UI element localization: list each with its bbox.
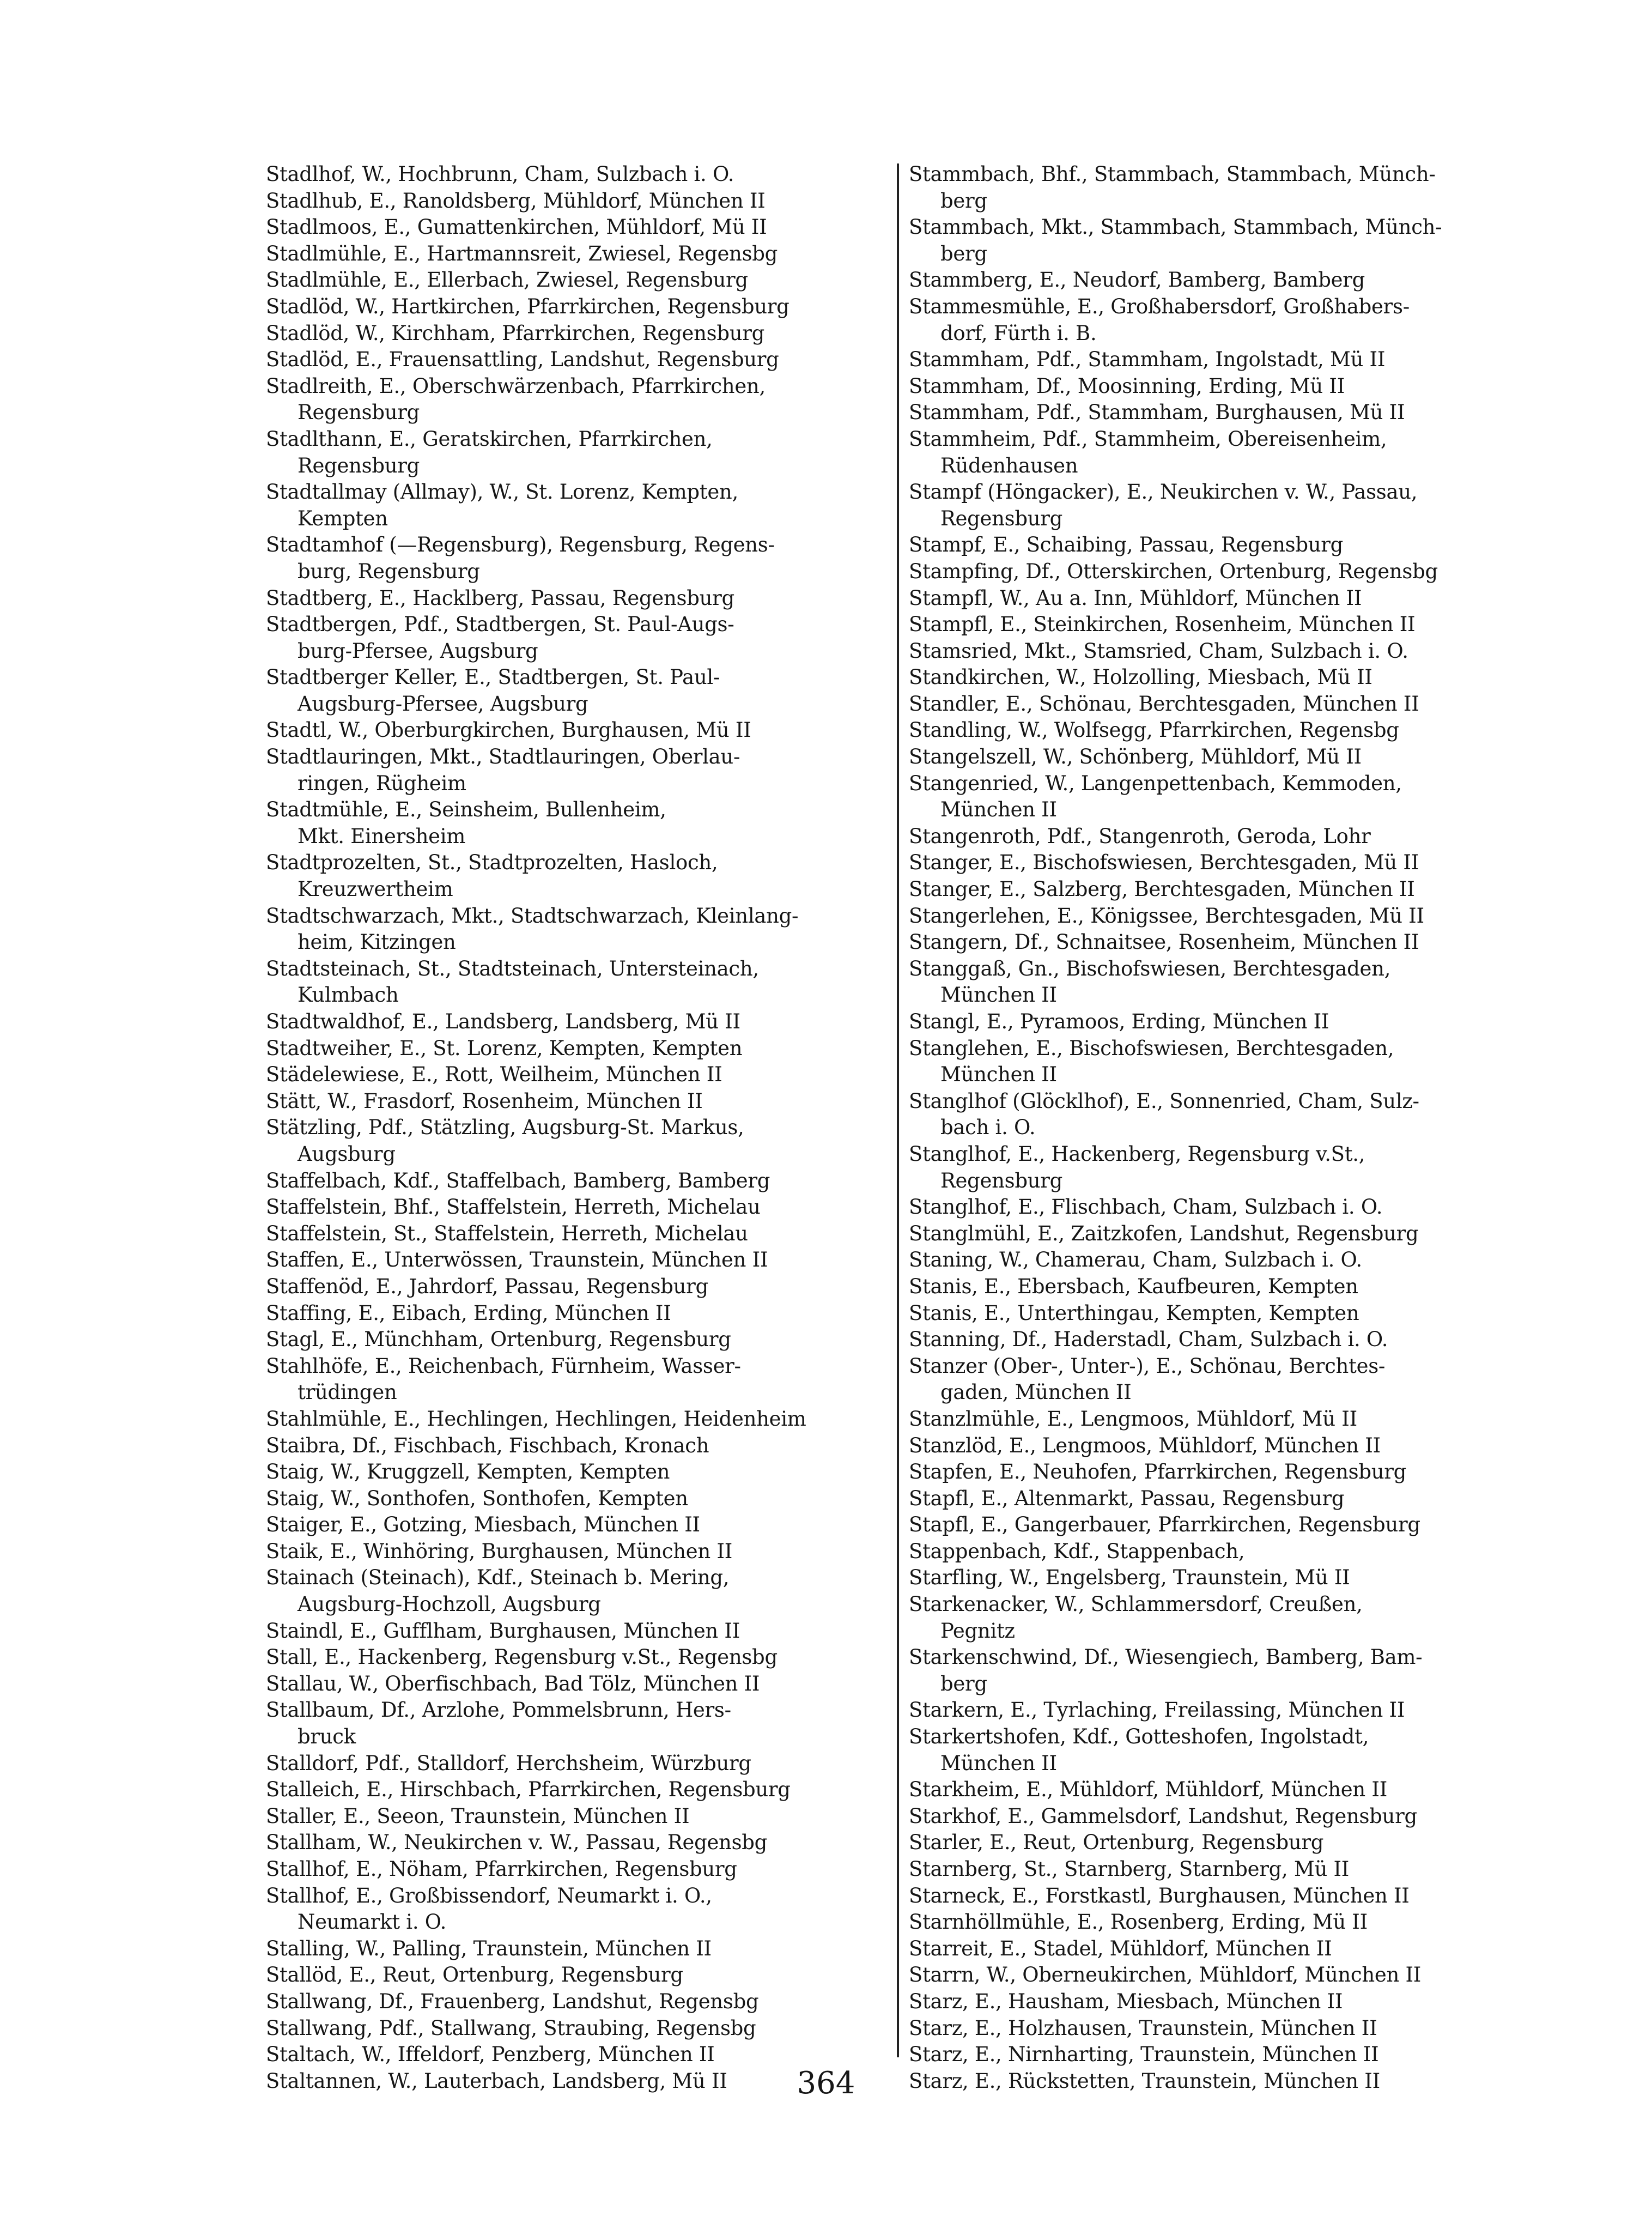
entry-line: Stalldorf, Pdf., Stalldorf, Herchsheim, Würzburg [266, 1751, 751, 1775]
entry-continuation-line: Pegnitz [940, 1619, 1015, 1643]
gazetteer-entry [909, 1327, 1535, 1353]
entry-line: Starkheim, E., Mühldorf, Mühldorf, München II [909, 1778, 1388, 1802]
gazetteer-entry [909, 426, 1535, 479]
gazetteer-entry [266, 1194, 892, 1221]
entry-line: Stanger, E., Salzberg, Berchtesgaden, München II [909, 877, 1415, 901]
gazetteer-entry [266, 1459, 892, 1486]
gazetteer-entry [266, 320, 892, 347]
entry-line: Stampfl, W., Au a. Inn, Mühldorf, München II [909, 586, 1362, 610]
entry-line: Stammberg, E., Neudorf, Bamberg, Bamberg [909, 268, 1365, 292]
entry-continuation-line: berg [940, 241, 987, 265]
entry-line: Stapfen, E., Neuhofen, Pfarrkirchen, Regensburg [909, 1460, 1407, 1484]
gazetteer-entry [909, 850, 1535, 876]
entry-continuation-line: dorf, Fürth i. B. [940, 321, 1097, 345]
entry-line: Staltannen, W., Lauterbach, Landsberg, Mü II [266, 2069, 727, 2093]
entry-line: Stätt, W., Frasdorf, Rosenheim, München II [266, 1089, 703, 1113]
gazetteer-entry [909, 1274, 1535, 1300]
entry-line: Starneck, E., Forstkastl, Burghausen, München II [909, 1883, 1410, 1907]
entry-continuation-line: Mkt. Einersheim [297, 824, 466, 848]
gazetteer-entry [266, 1697, 892, 1750]
entry-line: Starler, E., Reut, Ortenburg, Regensburg [909, 1831, 1324, 1855]
gazetteer-entry [266, 1062, 892, 1088]
entry-continuation-line: berg [940, 1671, 987, 1695]
gazetteer-entry [266, 1565, 892, 1618]
entry-line: Stangerlehen, E., Königssee, Berchtesgaden, Mü II [909, 904, 1424, 928]
entry-line: Stadtschwarzach, Mkt., Stadtschwarzach, Kleinlang- [266, 904, 799, 928]
gazetteer-entry [266, 1353, 892, 1406]
gazetteer-entry [909, 1909, 1535, 1936]
gazetteer-entry [266, 1088, 892, 1115]
gazetteer-entry [909, 1221, 1535, 1247]
entry-line: Starrn, W., Oberneukirchen, Mühldorf, München II [909, 1963, 1422, 1987]
gazetteer-entry [266, 373, 892, 426]
gazetteer-entry [266, 1247, 892, 1274]
entry-line: Stadlthann, E., Geratskirchen, Pfarrkirchen, [266, 427, 713, 451]
gazetteer-entry [909, 1856, 1535, 1883]
entry-line: Stammheim, Pdf., Stammheim, Obereisenheim, [909, 427, 1387, 451]
entry-line: Stätzling, Pdf., Stätzling, Augsburg-St. Markus, [266, 1116, 744, 1140]
entry-line: Stadtlauringen, Mkt., Stadtlauringen, Oberlau- [266, 745, 740, 769]
gazetteer-entry [266, 1883, 892, 1936]
gazetteer-entry [909, 1088, 1535, 1141]
gazetteer-entry [909, 1300, 1535, 1327]
gazetteer-entry [909, 1247, 1535, 1274]
gazetteer-entry [909, 1565, 1535, 1591]
gazetteer-entry [266, 479, 892, 532]
gazetteer-entry [909, 929, 1535, 956]
gazetteer-entry [909, 1353, 1535, 1406]
entry-continuation-line: bach i. O. [940, 1116, 1036, 1140]
gazetteer-entry [266, 1618, 892, 1645]
gazetteer-entry [266, 426, 892, 479]
gazetteer-entry [909, 691, 1535, 718]
entry-line: Staiger, E., Gotzing, Miesbach, München II [266, 1513, 700, 1537]
entry-line: Starkern, E., Tyrlaching, Freilassing, München II [909, 1698, 1405, 1722]
entry-line: Stampf (Höngacker), E., Neukirchen v. W., Passau, [909, 480, 1418, 504]
gazetteer-entry [266, 347, 892, 373]
entry-line: Starkhof, E., Gammelsdorf, Landshut, Regensburg [909, 1804, 1417, 1828]
gazetteer-entry [266, 1644, 892, 1671]
gazetteer-entry [909, 1803, 1535, 1830]
entry-continuation-line: trüdingen [297, 1380, 397, 1404]
entry-line: Stammham, Pdf., Stammham, Ingolstadt, Mü II [909, 348, 1386, 372]
entry-line: Staig, W., Kruggzell, Kempten, Kempten [266, 1460, 670, 1484]
entry-line: Staibra, Df., Fischbach, Fischbach, Kronach [266, 1433, 709, 1457]
gazetteer-entry [266, 1539, 892, 1565]
entry-line: Standling, W., Wolfsegg, Pfarrkirchen, Regensbg [909, 718, 1399, 742]
entry-line: Stadtweiher, E., St. Lorenz, Kempten, Kempten [266, 1036, 743, 1060]
entry-continuation-line: Neumarkt i. O. [297, 1910, 447, 1934]
entry-continuation-line: heim, Kitzingen [297, 930, 456, 954]
entry-line: Stadtsteinach, St., Stadtsteinach, Untersteinach, [266, 956, 759, 980]
entry-line: Starz, E., Rückstetten, Traunstein, München II [909, 2069, 1380, 2093]
gazetteer-entry [266, 1751, 892, 1777]
entry-line: Stanggaß, Gn., Bischofswiesen, Berchtesgaden, [909, 956, 1391, 980]
entry-line: Staller, E., Seeon, Traunstein, München II [266, 1804, 690, 1828]
entry-line: Stadtprozelten, St., Stadtprozelten, Hasloch, [266, 851, 718, 875]
entry-line: Stadlmühle, E., Ellerbach, Zwiesel, Regensburg [266, 268, 748, 292]
gazetteer-entry [909, 479, 1535, 532]
gazetteer-entry [266, 1671, 892, 1698]
entry-line: Staffenöd, E., Jahrdorf, Passau, Regensburg [266, 1274, 708, 1298]
entry-line: Stadlmoos, E., Gumattenkirchen, Mühldorf, Mü II [266, 215, 767, 239]
gazetteer-entry [909, 347, 1535, 373]
entry-line: Stallau, W., Oberfischbach, Bad Tölz, München II [266, 1671, 760, 1695]
entry-line: Stadtbergen, Pdf., Stadtbergen, St. Paul-Augs- [266, 613, 734, 637]
entry-line: Stadtberg, E., Hacklberg, Passau, Regensburg [266, 586, 734, 610]
entry-line: Stallwang, Pdf., Stallwang, Straubing, Regensbg [266, 2016, 756, 2040]
entry-continuation-line: Regensburg [297, 453, 420, 477]
entry-continuation-line: Kreuzwertheim [297, 877, 453, 901]
entry-line: Starz, E., Holzhausen, Traunstein, München II [909, 2016, 1377, 2040]
entry-line: Stadlöd, E., Frauensattling, Landshut, Regensburg [266, 348, 779, 372]
gazetteer-entry [909, 161, 1535, 214]
gazetteer-entry [909, 1724, 1535, 1777]
entry-continuation-line: Augsburg [297, 1142, 396, 1166]
entry-line: Stallhof, E., Nöham, Pfarrkirchen, Regensburg [266, 1857, 737, 1881]
entry-line: Stammesmühle, E., Großhabersdorf, Großhabers- [909, 294, 1410, 318]
entry-line: Staffen, E., Unterwössen, Traunstein, München II [266, 1248, 768, 1272]
gazetteer-entry [909, 744, 1535, 771]
entry-line: Starnberg, St., Starnberg, Starnberg, Mü II [909, 1857, 1350, 1881]
gazetteer-entry [909, 2015, 1535, 2042]
gazetteer-entry [266, 1962, 892, 1989]
entry-line: Stadtallmay (Allmay), W., St. Lorenz, Kempten, [266, 480, 738, 504]
gazetteer-entry [909, 1406, 1535, 1433]
gazetteer-entry [909, 1830, 1535, 1856]
entry-line: Stadlreith, E., Oberschwärzenbach, Pfarrkirchen, [266, 374, 766, 398]
entry-line: Stammham, Pdf., Stammham, Burghausen, Mü II [909, 401, 1405, 425]
column-divider [897, 163, 899, 2057]
gazetteer-entry [266, 1777, 892, 1803]
gazetteer-entry [909, 214, 1535, 267]
gazetteer-entry [266, 1221, 892, 1247]
gazetteer-entry [909, 1035, 1535, 1088]
entry-line: Standkirchen, W., Holzolling, Miesbach, Mü II [909, 665, 1372, 689]
gazetteer-entry [909, 1512, 1535, 1539]
gazetteer-entry [909, 1459, 1535, 1486]
gazetteer-entry [266, 1512, 892, 1539]
entry-line: Staffelbach, Kdf., Staffelbach, Bamberg, Bamberg [266, 1168, 770, 1192]
entry-line: Stanglhof, E., Flischbach, Cham, Sulzbach i. O. [909, 1195, 1383, 1219]
entry-line: Stadlöd, W., Hartkirchen, Pfarrkirchen, Regensburg [266, 294, 789, 318]
gazetteer-entry [909, 1009, 1535, 1035]
entry-line: Stadtberger Keller, E., Stadtbergen, St. Paul- [266, 665, 720, 689]
gazetteer-entry [909, 585, 1535, 612]
entry-line: Stadlhof, W., Hochbrunn, Cham, Sulzbach i. O. [266, 162, 734, 186]
gazetteer-entry [909, 1194, 1535, 1221]
gazetteer-entry [266, 1168, 892, 1195]
gazetteer-entry [266, 1433, 892, 1459]
gazetteer-entry [266, 797, 892, 850]
entry-line: Stappenbach, Kdf., Stappenbach, [909, 1539, 1245, 1563]
entry-continuation-line: Regensburg [940, 506, 1063, 530]
gazetteer-entry [266, 532, 892, 585]
entry-continuation-line: berg [940, 189, 987, 213]
page-number: 364 [797, 2066, 855, 2101]
gazetteer-entry [266, 1114, 892, 1167]
gazetteer-entry [909, 1777, 1535, 1803]
gazetteer-entry [909, 267, 1535, 294]
gazetteer-entry [909, 903, 1535, 930]
gazetteer-entry [909, 1936, 1535, 1963]
entry-line: Stallhof, E., Großbissendorf, Neumarkt i. O., [266, 1883, 712, 1907]
gazetteer-entry [909, 1644, 1535, 1697]
entry-continuation-line: Augsburg-Hochzoll, Augsburg [297, 1592, 601, 1616]
entry-line: Stadtl, W., Oberburgkirchen, Burghausen, Mü II [266, 718, 751, 742]
entry-line: Staig, W., Sonthofen, Sonthofen, Kempten [266, 1486, 688, 1510]
entry-line: Stanglhof (Glöcklhof), E., Sonnenried, Cham, Sulz- [909, 1089, 1419, 1113]
gazetteer-entry [266, 294, 892, 320]
entry-line: Stallöd, E., Reut, Ortenburg, Regensburg [266, 1963, 683, 1987]
entry-line: Stahlmühle, E., Hechlingen, Hechlingen, Heidenheim [266, 1407, 806, 1431]
gazetteer-entry [266, 1830, 892, 1856]
entry-line: Starz, E., Hausham, Miesbach, München II [909, 1989, 1343, 2013]
entry-line: Starnhöllmühle, E., Rosenberg, Erding, Mü II [909, 1910, 1368, 1934]
entry-continuation-line: bruck [297, 1725, 356, 1749]
entry-line: Stalling, W., Palling, Traunstein, München II [266, 1936, 712, 1960]
gazetteer-entry [909, 2042, 1535, 2068]
entry-line: Stammbach, Bhf., Stammbach, Stammbach, Münch- [909, 162, 1436, 186]
entry-line: Starz, E., Nirnharting, Traunstein, München II [909, 2043, 1379, 2067]
gazetteer-entry [266, 188, 892, 215]
entry-line: Stanis, E., Unterthingau, Kempten, Kempten [909, 1301, 1359, 1325]
gazetteer-entry [266, 1989, 892, 2015]
entry-continuation-line: München II [940, 1751, 1057, 1775]
entry-line: Staltach, W., Iffeldorf, Penzberg, München II [266, 2043, 715, 2067]
gazetteer-entry [266, 267, 892, 294]
entry-line: Stadlmühle, E., Hartmannsreit, Zwiesel, Regensbg [266, 241, 778, 265]
entry-line: Stahlhöfe, E., Reichenbach, Fürnheim, Wasser- [266, 1354, 741, 1378]
entry-line: Stammham, Df., Moosinning, Erding, Mü II [909, 374, 1345, 398]
entry-line: Stadtwaldhof, E., Landsberg, Landsberg, Mü II [266, 1010, 740, 1033]
gazetteer-entry [909, 532, 1535, 559]
entry-continuation-line: Rüdenhausen [940, 453, 1078, 477]
gazetteer-entry [909, 956, 1535, 1009]
gazetteer-entry [266, 2015, 892, 2042]
gazetteer-entry [909, 1141, 1535, 1194]
entry-line: Staning, W., Chamerau, Cham, Sulzbach i. O. [909, 1248, 1362, 1272]
gazetteer-entry [266, 1300, 892, 1327]
entry-line: Stanzlmühle, E., Lengmoos, Mühldorf, Mü II [909, 1407, 1357, 1431]
entry-line: Standler, E., Schönau, Berchtesgaden, München II [909, 692, 1419, 716]
gazetteer-entry [266, 611, 892, 664]
entry-continuation-line: München II [940, 1063, 1057, 1087]
entry-continuation-line: gaden, München II [940, 1380, 1132, 1404]
entry-line: Stanglehen, E., Bischofswiesen, Berchtesgaden, [909, 1036, 1394, 1060]
gazetteer-entry [266, 903, 892, 956]
entry-line: Staik, E., Winhöring, Burghausen, München II [266, 1539, 733, 1563]
entry-line: Starfling, W., Engelsberg, Traunstein, Mü II [909, 1566, 1350, 1590]
gazetteer-entry [909, 1539, 1535, 1565]
entry-line: Stangenried, W., Langenpettenbach, Kemmoden, [909, 771, 1402, 795]
gazetteer-entry [266, 1856, 892, 1883]
gazetteer-entry [909, 1433, 1535, 1459]
entry-line: Stanger, E., Bischofswiesen, Berchtesgaden, Mü II [909, 851, 1419, 875]
entry-continuation-line: München II [940, 798, 1057, 822]
gazetteer-entry [909, 294, 1535, 347]
gazetteer-entry [909, 1591, 1535, 1644]
gazetteer-entry [266, 1803, 892, 1830]
gazetteer-entry [909, 823, 1535, 850]
gazetteer-entry [909, 664, 1535, 691]
gazetteer-entry [909, 1697, 1535, 1724]
gazetteer-entry [909, 771, 1535, 823]
gazetteer-entry [266, 956, 892, 1009]
right-column [909, 161, 1535, 2094]
gazetteer-entry [266, 1009, 892, 1035]
entry-line: Stadlhub, E., Ranoldsberg, Mühldorf, München II [266, 189, 766, 213]
gazetteer-entry [266, 214, 892, 241]
gazetteer-entry [909, 876, 1535, 903]
entry-line: Stainach (Steinach), Kdf., Steinach b. Mering, [266, 1566, 730, 1590]
entry-line: Stampfing, Df., Otterskirchen, Ortenburg, Regensbg [909, 559, 1438, 583]
gazetteer-entry [909, 1962, 1535, 1989]
entry-line: Stalleich, E., Hirschbach, Pfarrkirchen, Regensburg [266, 1778, 791, 1802]
gazetteer-entry [266, 1327, 892, 1353]
entry-line: Starkertshofen, Kdf., Gotteshofen, Ingolstadt, [909, 1725, 1369, 1749]
entry-line: Stanis, E., Ebersbach, Kaufbeuren, Kempten [909, 1274, 1358, 1298]
entry-continuation-line: Kempten [297, 506, 388, 530]
entry-line: Stanzer (Ober-, Unter-), E., Schönau, Berchtes- [909, 1354, 1386, 1378]
entry-line: Stagl, E., Münchham, Ortenburg, Regensburg [266, 1328, 731, 1352]
entry-line: Starreit, E., Stadel, Mühldorf, München II [909, 1936, 1332, 1960]
entry-line: Staffelstein, St., Staffelstein, Herreth, Michelau [266, 1221, 748, 1245]
entry-line: Stammbach, Mkt., Stammbach, Stammbach, Münch- [909, 215, 1442, 239]
gazetteer-entry [909, 559, 1535, 585]
entry-continuation-line: ringen, Rügheim [297, 771, 466, 795]
entry-line: Starkenacker, W., Schlammersdorf, Creußen, [909, 1592, 1363, 1616]
gazetteer-entry [909, 1486, 1535, 1512]
gazetteer-entry [266, 585, 892, 612]
gazetteer-entry [909, 717, 1535, 744]
entry-line: Stapfl, E., Gangerbauer, Pfarrkirchen, Regensburg [909, 1513, 1420, 1537]
entry-line: Stall, E., Hackenberg, Regensburg v.St., Regensbg [266, 1645, 778, 1669]
entry-continuation-line: Regensburg [940, 1168, 1063, 1192]
entry-line: Stamsried, Mkt., Stamsried, Cham, Sulzbach i. O. [909, 639, 1408, 663]
gazetteer-entry [266, 1274, 892, 1300]
entry-continuation-line: Kulmbach [297, 983, 399, 1007]
gazetteer-entry [266, 161, 892, 188]
entry-line: Stadtmühle, E., Seinsheim, Bullenheim, [266, 798, 666, 822]
entry-line: Starkenschwind, Df., Wiesengiech, Bamberg, Bam- [909, 1645, 1423, 1669]
entry-line: Stampf, E., Schaibing, Passau, Regensburg [909, 533, 1344, 557]
gazetteer-entry [909, 1989, 1535, 2015]
entry-line: Stampfl, E., Steinkirchen, Rosenheim, München II [909, 613, 1416, 637]
gazetteer-entry [266, 717, 892, 744]
gazetteer-entry [266, 850, 892, 902]
entry-line: Stadtamhof (—Regensburg), Regensburg, Regens- [266, 533, 775, 557]
entry-line: Stanglmühl, E., Zaitzkofen, Landshut, Regensburg [909, 1221, 1419, 1245]
gazetteer-entry [266, 1486, 892, 1512]
entry-line: Staindl, E., Gufflham, Burghausen, München II [266, 1619, 740, 1643]
entry-line: Städelewiese, E., Rott, Weilheim, München II [266, 1063, 722, 1087]
entry-line: Stanglhof, E., Hackenberg, Regensburg v.St., [909, 1142, 1365, 1166]
gazetteer-entry [909, 1883, 1535, 1910]
entry-line: Stanzlöd, E., Lengmoos, Mühldorf, München II [909, 1433, 1381, 1457]
entry-line: Stallham, W., Neukirchen v. W., Passau, Regensbg [266, 1831, 768, 1855]
gazetteer-entry [909, 373, 1535, 400]
entry-line: Stangl, E., Pyramoos, Erding, München II [909, 1010, 1329, 1033]
entry-continuation-line: burg, Regensburg [297, 559, 480, 583]
entry-line: Stadlöd, W., Kirchham, Pfarrkirchen, Regensburg [266, 321, 765, 345]
entry-line: Stangenroth, Pdf., Stangenroth, Geroda, Lohr [909, 824, 1371, 848]
entry-continuation-line: Augsburg-Pfersee, Augsburg [297, 692, 588, 716]
gazetteer-entry [266, 1035, 892, 1062]
gazetteer-entry [266, 2042, 892, 2068]
entry-continuation-line: burg-Pfersee, Augsburg [297, 639, 538, 663]
gazetteer-entry [266, 664, 892, 717]
entry-line: Stangern, Df., Schnaitsee, Rosenheim, München II [909, 930, 1419, 954]
gazetteer-entry [266, 241, 892, 268]
gazetteer-entry [909, 399, 1535, 426]
gazetteer-entry [266, 1936, 892, 1963]
left-column [266, 161, 892, 2094]
gazetteer-entry [266, 744, 892, 797]
entry-line: Staffing, E., Eibach, Erding, München II [266, 1301, 671, 1325]
entry-line: Stanning, Df., Haderstadl, Cham, Sulzbach i. O. [909, 1328, 1388, 1352]
gazetteer-entry [909, 638, 1535, 665]
entry-line: Stallbaum, Df., Arzlohe, Pommelsbrunn, Hers- [266, 1698, 731, 1722]
entry-line: Stangelszell, W., Schönberg, Mühldorf, Mü II [909, 745, 1362, 769]
entry-line: Stallwang, Df., Frauenberg, Landshut, Regensbg [266, 1989, 759, 2013]
entry-line: Stapfl, E., Altenmarkt, Passau, Regensburg [909, 1486, 1345, 1510]
entry-continuation-line: Regensburg [297, 401, 420, 425]
gazetteer-entry [266, 1406, 892, 1433]
entry-continuation-line: München II [940, 983, 1057, 1007]
gazetteer-entry [909, 611, 1535, 638]
entry-line: Staffelstein, Bhf., Staffelstein, Herreth, Michelau [266, 1195, 761, 1219]
